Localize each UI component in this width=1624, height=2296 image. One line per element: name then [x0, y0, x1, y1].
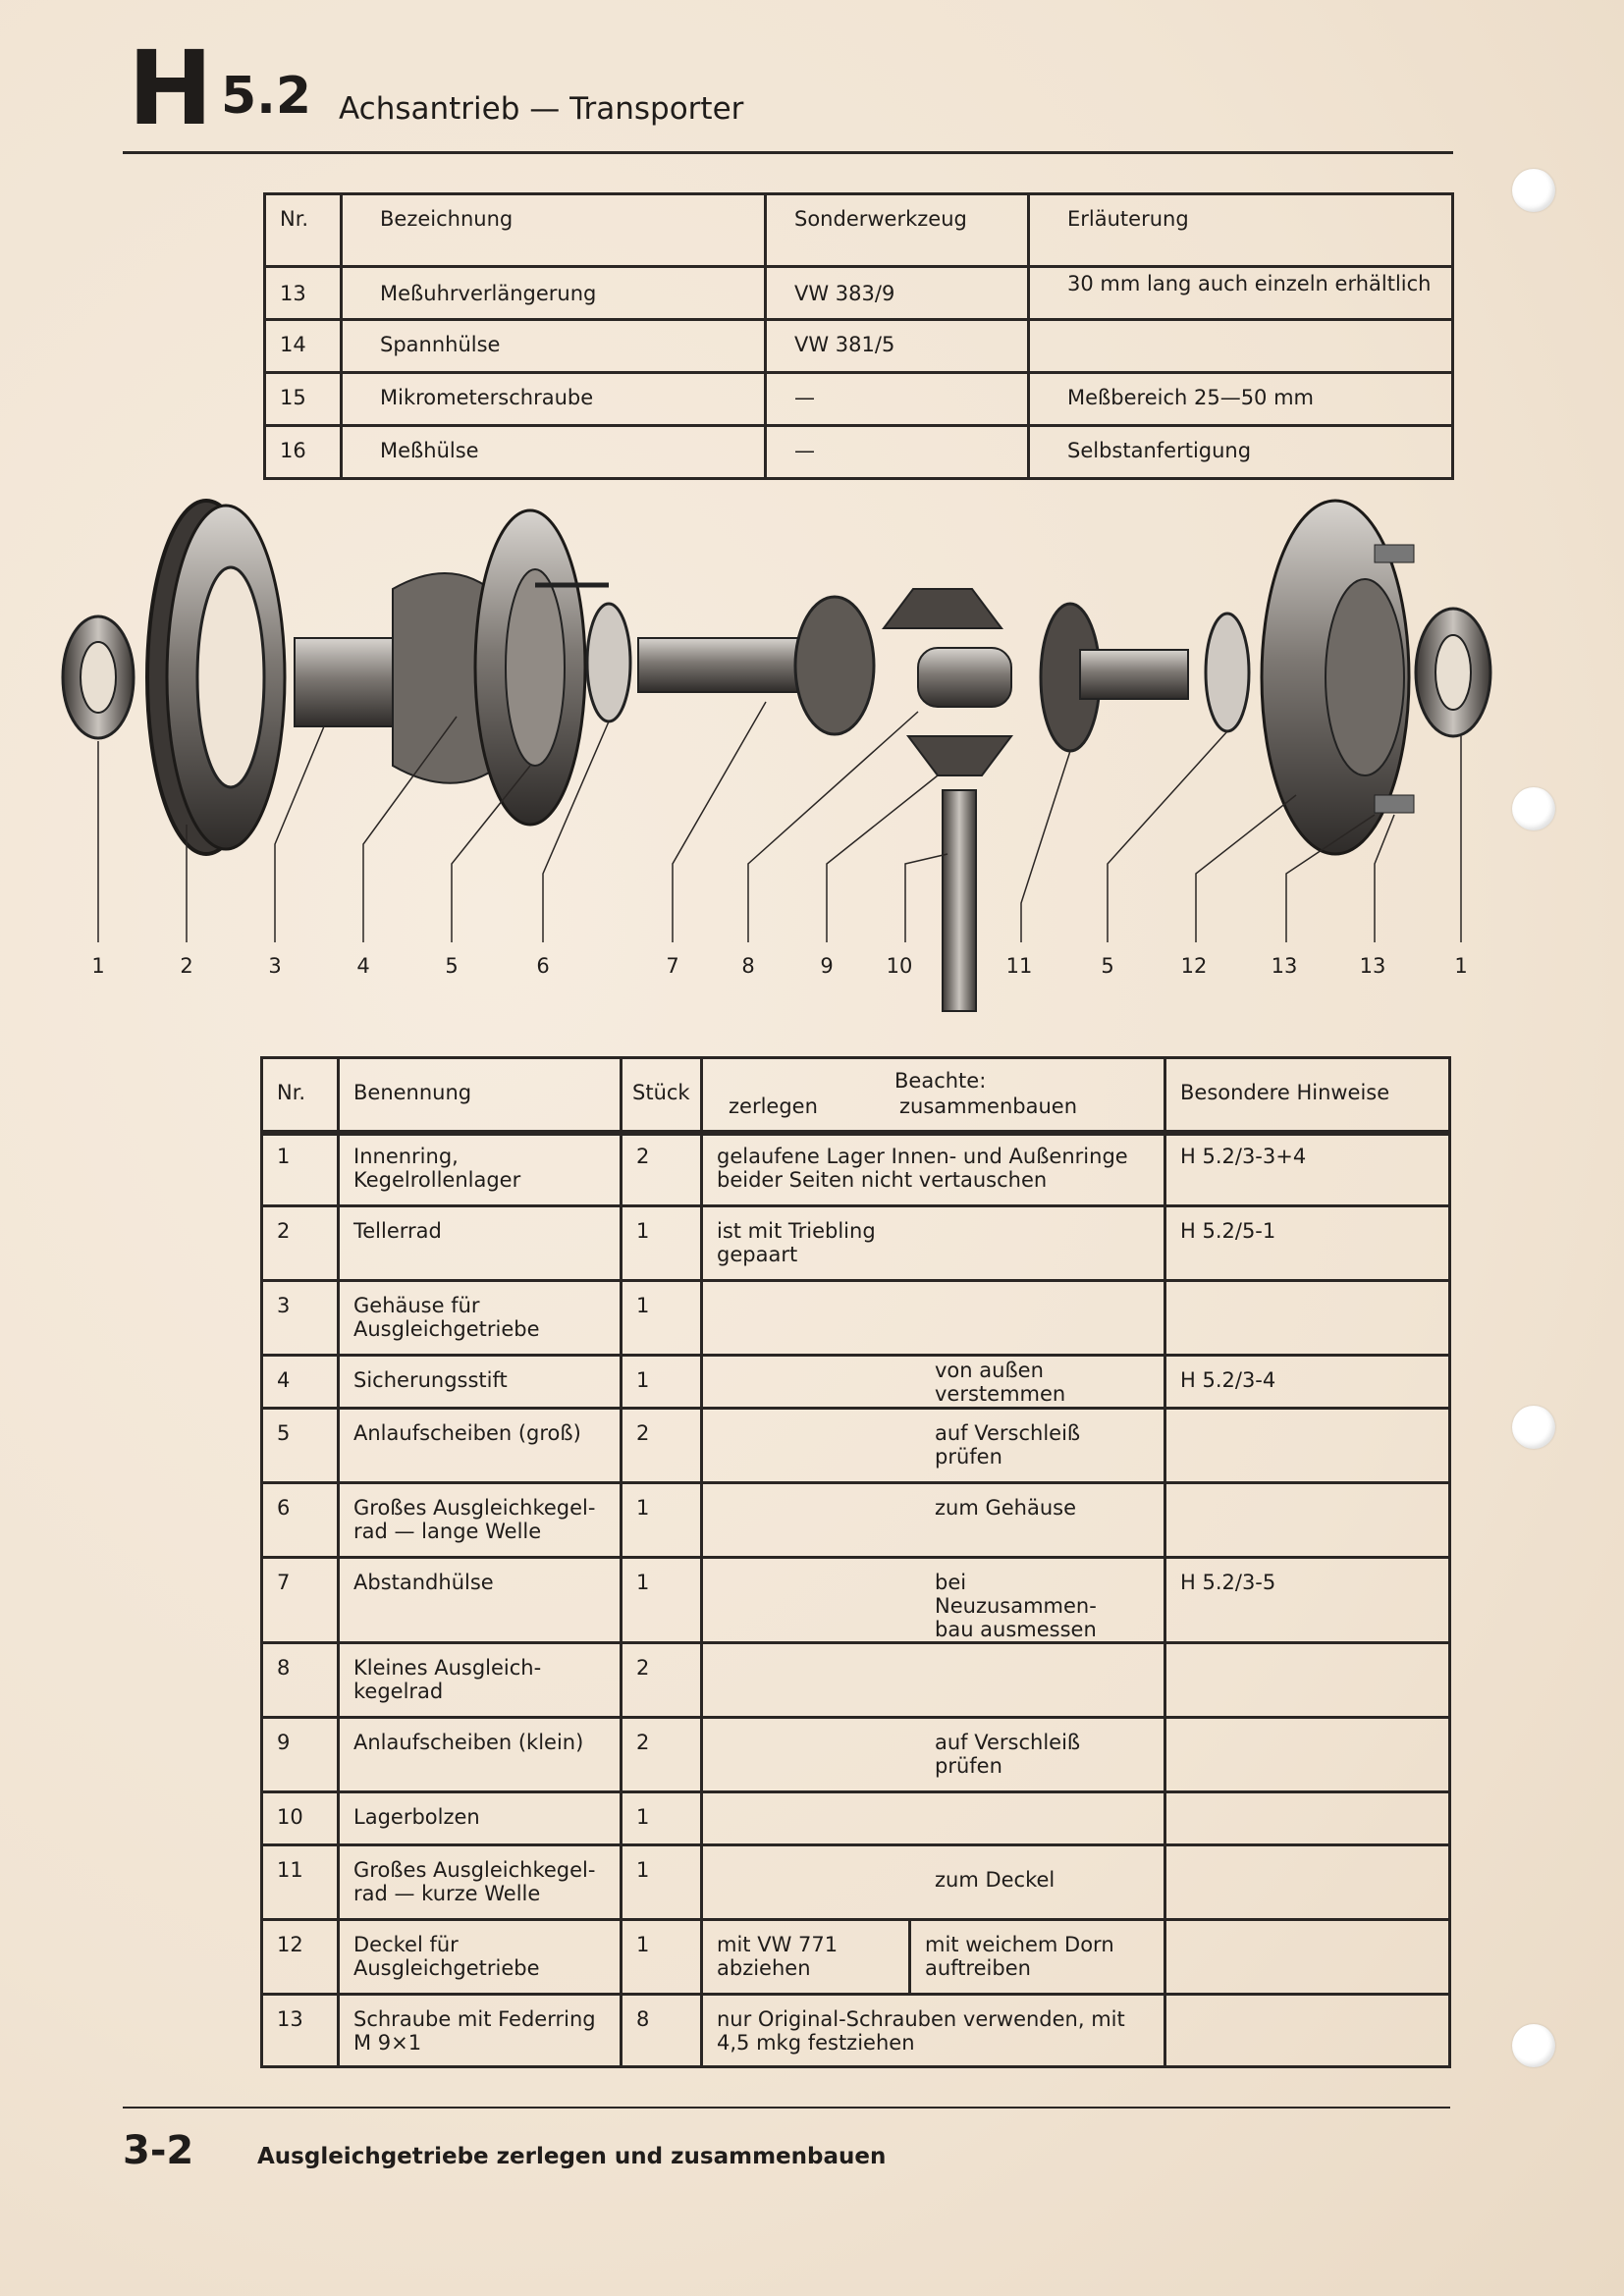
row-qty: 2: [636, 1421, 650, 1445]
table-row: [262, 1281, 1450, 1356]
row-note: Selbstanfertigung: [1067, 439, 1252, 462]
row-zusammenbauen: zum Deckel: [935, 1868, 1056, 1892]
row-name: Anlaufscheiben (groß): [353, 1421, 581, 1445]
table-row: [262, 1356, 1450, 1409]
row-qty: 1: [636, 1496, 650, 1520]
row-nr: 3: [277, 1294, 291, 1317]
section-letter: H: [128, 28, 212, 148]
footer-rule: [123, 2107, 1450, 2109]
row-nr: 12: [277, 1933, 303, 1956]
row-nr: 11: [277, 1858, 303, 1882]
row-tool: —: [794, 439, 815, 462]
table-row: [262, 1132, 1450, 1206]
callout-leader-lines: [98, 702, 1461, 942]
header-zerlegen: zerlegen: [729, 1095, 818, 1118]
tool-table: [263, 192, 1454, 480]
row-nr: 15: [280, 386, 306, 409]
header-beachte: Beachte:: [894, 1069, 987, 1093]
section-number: 5.2: [221, 67, 312, 126]
parts-table-header: [262, 1058, 1450, 1135]
row-nr: 13: [280, 282, 306, 305]
row-zusammenbauen: bei Neuzusammen-bau ausmessen: [935, 1571, 1097, 1641]
ring-gear: [147, 501, 285, 854]
row-zusammenbauen: auf Verschleiß prüfen: [935, 1421, 1081, 1468]
parts-table-body: [260, 1130, 1451, 2068]
thrust-washer-large: [587, 604, 630, 721]
table-row: [262, 1409, 1450, 1483]
header-rule: [123, 151, 1453, 154]
row-zusammenbauen: mit weichem Dorn auftreiben: [925, 1933, 1114, 1980]
tool-table-header: [265, 194, 1453, 267]
row-qty: 1: [636, 1571, 650, 1594]
side-gear-long-shaft: [638, 597, 874, 734]
header-hinweise: Besondere Hinweise: [1180, 1081, 1390, 1104]
row-nr: 8: [277, 1656, 291, 1680]
table-row: [265, 320, 1453, 373]
row-qty: 2: [636, 1145, 650, 1168]
row-nr: 10: [277, 1805, 303, 1829]
callout-label: 1: [1454, 954, 1468, 978]
callout-label: 11: [1005, 954, 1033, 978]
row-zerlegen: mit VW 771 abziehen: [717, 1933, 839, 1980]
side-gear-short-shaft: [1041, 604, 1188, 751]
row-nr: 16: [280, 439, 306, 462]
callout-label: 1: [91, 954, 105, 978]
callout-label: 7: [666, 954, 679, 978]
row-nr: 1: [277, 1145, 291, 1168]
table-row: [262, 1643, 1450, 1718]
row-zerlegen: ist mit Triebling gepaart: [717, 1219, 876, 1266]
row-name: Großes Ausgleichkegel-rad — lange Welle: [353, 1496, 596, 1543]
row-qty: 2: [636, 1731, 650, 1754]
row-qty: 1: [636, 1219, 650, 1243]
row-hinweis: H 5.2/5-1: [1180, 1219, 1276, 1243]
header-erlaeuterung: Erläuterung: [1067, 207, 1189, 231]
callout-label: 5: [445, 954, 459, 978]
callout-label: 13: [1271, 954, 1298, 978]
header-nr: Nr.: [277, 1081, 306, 1104]
header-bezeichnung: Bezeichnung: [380, 207, 514, 231]
callout-label: 9: [820, 954, 834, 978]
row-note: 30 mm lang auch einzeln erhältlich: [1067, 272, 1432, 295]
callout-label: 6: [536, 954, 550, 978]
row-name: Meßhülse: [380, 439, 479, 462]
row-hinweis: H 5.2/3-3+4: [1180, 1145, 1307, 1168]
row-nr: 6: [277, 1496, 291, 1520]
row-hinweis: H 5.2/3-4: [1180, 1368, 1276, 1392]
header-zusammenbauen: zusammenbauen: [899, 1095, 1078, 1118]
bearing-left: [63, 616, 134, 738]
table-row: [265, 426, 1453, 479]
row-name: Meßuhrverlängerung: [380, 282, 597, 305]
row-nr: 7: [277, 1571, 291, 1594]
row-name: Innenring, Kegelrollenlager: [353, 1145, 521, 1192]
row-name: Sicherungsstift: [353, 1368, 508, 1392]
row-tool: VW 381/5: [794, 333, 895, 356]
table-row: [262, 1995, 1450, 2067]
row-name: Gehäuse für Ausgleichgetriebe: [353, 1294, 540, 1341]
row-qty: 1: [636, 1805, 650, 1829]
callout-label: 13: [1359, 954, 1386, 978]
row-qty: 1: [636, 1933, 650, 1956]
row-zusammenbauen: zum Gehäuse: [935, 1496, 1077, 1520]
callout-label: 3: [268, 954, 282, 978]
callout-label: 2: [180, 954, 193, 978]
header-nr: Nr.: [280, 207, 309, 231]
row-nr: 5: [277, 1421, 291, 1445]
table-row: [262, 1718, 1450, 1792]
row-qty: 1: [636, 1858, 650, 1882]
table-row: [265, 373, 1453, 426]
differential-housing: [295, 510, 609, 825]
row-qty: 1: [636, 1368, 650, 1392]
row-name: Kleines Ausgleich-kegelrad: [353, 1656, 542, 1703]
header-stueck: Stück: [632, 1081, 690, 1104]
row-zerlegen: nur Original-Schrauben verwenden, mit 4,5 mkg festziehen: [717, 2007, 1125, 2055]
table-row: [265, 267, 1453, 320]
row-name: Tellerrad: [353, 1219, 442, 1243]
footer-title: Ausgleichgetriebe zerlegen und zusammenbauen: [257, 2144, 887, 2169]
bearing-right: [1416, 609, 1490, 736]
row-name: Lagerbolzen: [353, 1805, 480, 1829]
row-qty: 1: [636, 1294, 650, 1317]
row-nr: 4: [277, 1368, 291, 1392]
table-row: [262, 1792, 1450, 1845]
row-nr: 2: [277, 1219, 291, 1243]
row-name: Schraube mit Federring M 9×1: [353, 2007, 596, 2055]
differential-exploded-view: [0, 491, 1624, 1021]
row-name: Spannhülse: [380, 333, 501, 356]
row-nr: 9: [277, 1731, 291, 1754]
row-nr: 13: [277, 2007, 303, 2031]
row-tool: —: [794, 386, 815, 409]
row-hinweis: H 5.2/3-5: [1180, 1571, 1276, 1594]
bearing-bolt: [943, 790, 976, 1011]
row-name: Großes Ausgleichkegel-rad — kurze Welle: [353, 1858, 596, 1905]
page-title: Achsantrieb — Transporter: [339, 91, 744, 127]
table-row: [262, 1206, 1450, 1281]
header-sonderwerkzeug: Sonderwerkzeug: [794, 207, 967, 231]
row-name: Abstandhülse: [353, 1571, 494, 1594]
row-name: Anlaufscheiben (klein): [353, 1731, 584, 1754]
row-qty: 2: [636, 1656, 650, 1680]
callout-label: 8: [741, 954, 755, 978]
table-row: [262, 1558, 1450, 1643]
row-zusammenbauen: von außen verstemmen: [935, 1359, 1066, 1406]
row-note: Meßbereich 25—50 mm: [1067, 386, 1315, 409]
callout-label: 12: [1180, 954, 1208, 978]
callout-label: 5: [1101, 954, 1114, 978]
punch-hole: [1512, 1406, 1555, 1449]
row-zerlegen: gelaufene Lager Innen- und Außenringe beider Seiten nicht vertauschen: [717, 1145, 1128, 1192]
parts-table: [260, 1056, 1451, 1136]
punch-hole: [1512, 169, 1555, 212]
row-qty: 8: [636, 2007, 650, 2031]
small-bevel-gears: [884, 589, 1011, 775]
row-nr: 14: [280, 333, 306, 356]
row-name: Deckel für Ausgleichgetriebe: [353, 1933, 540, 1980]
row-note: [1030, 321, 1451, 333]
page-number: 3-2: [123, 2128, 194, 2173]
table-row: [262, 1920, 1450, 1995]
thrust-washer-large-2: [1206, 614, 1249, 731]
callout-label: 10: [886, 954, 913, 978]
table-row: [262, 1845, 1450, 1920]
punch-hole: [1512, 2024, 1555, 2067]
row-tool: VW 383/9: [794, 282, 895, 305]
row-zusammenbauen: auf Verschleiß prüfen: [935, 1731, 1081, 1778]
differential-cover: [1262, 501, 1414, 854]
row-name: Mikrometerschraube: [380, 386, 594, 409]
header-benennung: Benennung: [353, 1081, 472, 1104]
callout-label: 4: [356, 954, 370, 978]
table-row: [262, 1483, 1450, 1558]
